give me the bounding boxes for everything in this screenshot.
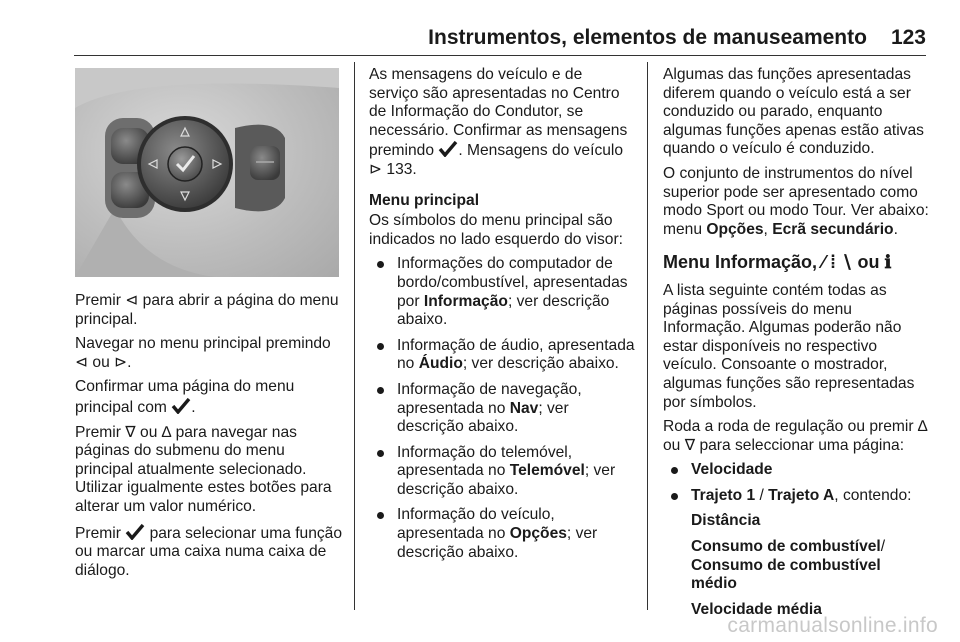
list-item: Informação do telemóvel, apresentada no Telemóvel; ver descrição abaixo. (369, 444, 635, 500)
column-3 (663, 66, 929, 626)
page-reference-arrow-icon: ⊳ (369, 160, 383, 178)
trip-sub-items (663, 512, 929, 619)
paragraph: O conjunto de instrumentos do nível superior pode ser apresentado como modo Sport ou modo Tour. Ver abaixo: menu Opções, Ecrã secundário. (663, 164, 929, 238)
paragraph: Roda a roda de regulação ou premir ∆ ou ∇ para seleccionar uma página: (663, 418, 928, 454)
paragraph: Premir ∇ ou ∆ para navegar nas páginas do submenu do menu principal atualmente selecionado. Utilizar igualmente estes botões para alterar um valor numérico. (75, 423, 332, 515)
paragraph: As mensagens do veículo e de serviço são apresentadas no Centro de Informação do Condutor, se necessário. Confirmar as mensagens premindo . Mensagens do veículo ⊳ 133. (369, 66, 628, 178)
up-arrow-icon: ∆ (161, 423, 172, 441)
column-2 (369, 66, 635, 569)
sub-item-fuel-consumption: Consumo de combustível/ Consumo de combustível médio (691, 538, 886, 593)
right-arrow-icon: ⊳ (114, 353, 128, 371)
up-arrow-icon: ∆ (917, 418, 928, 436)
paragraph: Algumas das funções apresentadas diferem quando o veículo está a ser conduzido ou parado, enquanto algumas funções apenas estão ativas quando o veículo é conduzido. (663, 66, 924, 158)
checkmark-icon (438, 140, 458, 157)
steering-wheel-controls-photo (75, 68, 339, 277)
paragraph: Navegar no menu principal premindo ⊲ ou ⊳. (75, 335, 331, 371)
checkmark-icon (125, 523, 145, 540)
section-title-information-menu: Menu Informação, ⁄ ⁞ ∖ ou ℹ (663, 252, 892, 273)
paragraph: Premir ⊲ para abrir a página do menu principal. (75, 292, 339, 328)
list-item: Informação de navegação, apresentada no Nav; ver descrição abaixo. (369, 381, 635, 437)
main-menu-list (369, 255, 635, 562)
paragraph: A lista seguinte contém todas as páginas possíveis do menu Informação. Algumas poderão não estar disponíveis no respectivo veículo. Consoante o mostrador, algumas funções são representadas por símbolos. (663, 281, 915, 411)
paragraph: Os símbolos do menu principal são indicados no lado esquerdo do visor: (369, 212, 623, 248)
info-icon: ℹ (884, 252, 892, 273)
sub-item-average-speed: Velocidade média (691, 600, 822, 618)
list-item: Velocidade (663, 461, 929, 480)
down-arrow-icon: ∇ (684, 436, 696, 454)
column-divider-1 (354, 62, 355, 610)
list-item: Informação de áudio, apresentada no Áudio; ver descrição abaixo. (369, 337, 635, 374)
information-pages-list (663, 461, 929, 505)
paragraph: Premir para selecionar uma função ou marcar uma caixa numa caixa de diálogo. (75, 524, 343, 579)
steering-wheel-illustration (75, 68, 339, 277)
left-arrow-icon: ⊲ (75, 353, 89, 371)
trip-symbols-icon: ⁄ ⁞ ∖ (822, 252, 853, 273)
header-rule (74, 55, 926, 56)
page-reference: 133. (382, 160, 417, 178)
page-title: Instrumentos, elementos de manuseamento (428, 26, 867, 49)
page-header (74, 26, 926, 50)
down-arrow-icon: ∇ (125, 423, 136, 441)
page-number: 123 (890, 26, 926, 49)
column-divider-2 (647, 62, 648, 610)
column-1 (75, 292, 343, 586)
list-item: Informações do computador de bordo/combustível, apresentadas por Informação; ver descrição abaixo. (369, 255, 635, 329)
paragraph: Confirmar uma página do menu principal com . (75, 378, 295, 416)
sub-item-distance: Distância (691, 512, 761, 530)
subheading-main-menu: Menu principal (369, 191, 480, 209)
checkmark-icon (171, 397, 191, 414)
list-item: Informação do veículo, apresentada no Opções; ver descrição abaixo. (369, 506, 635, 562)
left-arrow-icon: ⊲ (125, 292, 139, 309)
list-item: Trajeto 1 / Trajeto A, contendo: (663, 487, 929, 506)
watermark: carmanualsonline.info (727, 614, 938, 637)
